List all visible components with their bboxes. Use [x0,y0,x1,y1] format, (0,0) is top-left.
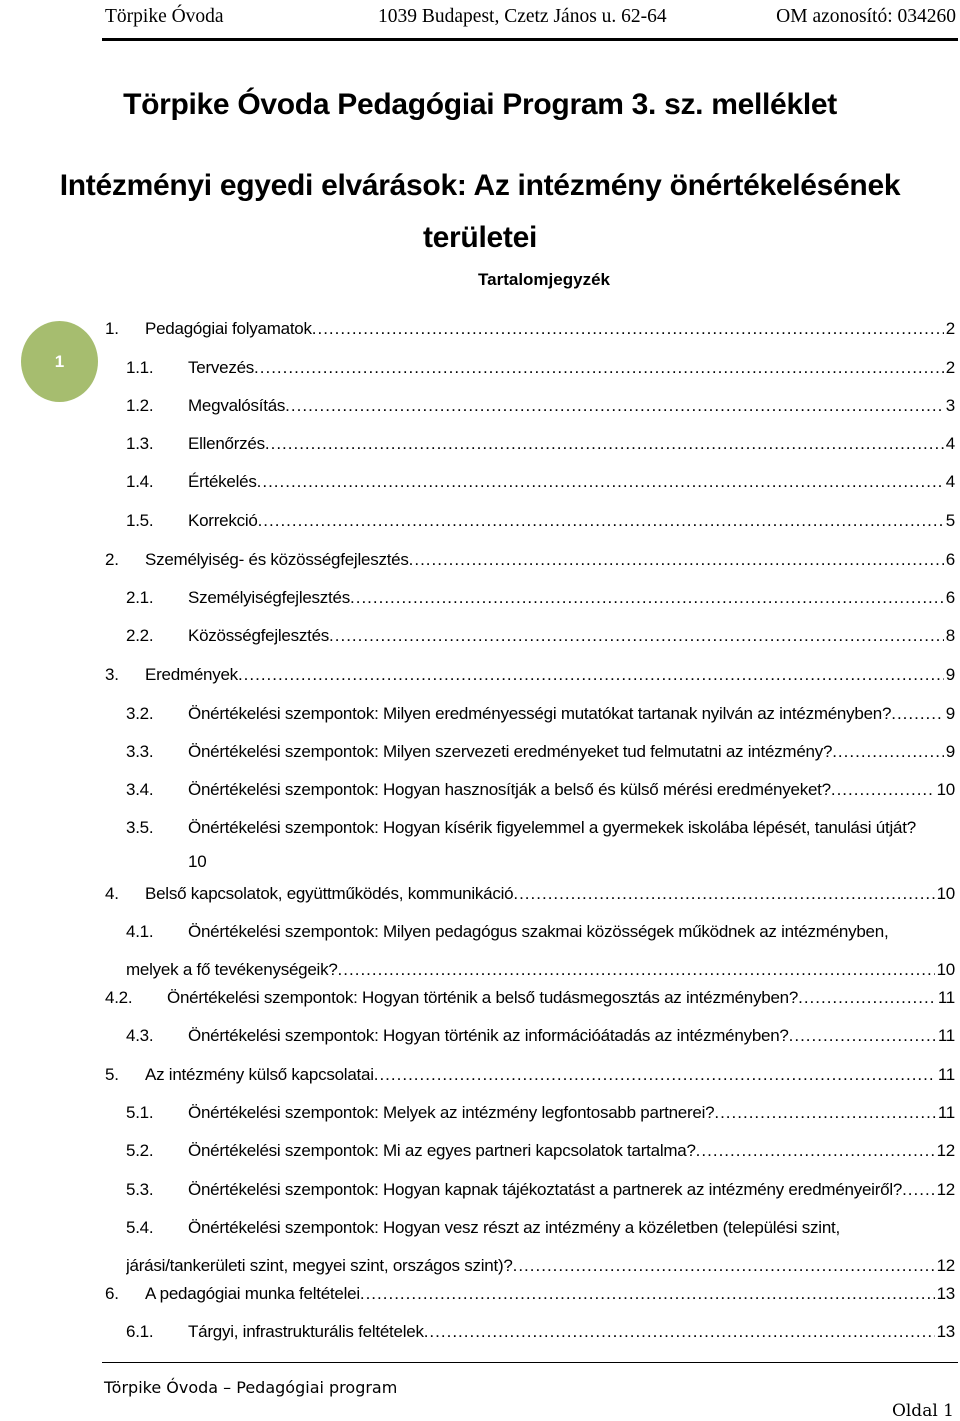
toc-entry-number: 5.3. [126,1180,154,1199]
toc-leader-dots [257,468,944,496]
toc-entry[interactable] [126,1176,955,1204]
toc-entry-title: Önértékelési szempontok: Hogyan történik a belső tudásmegosztás az intézményben? [167,988,799,1007]
toc-entry[interactable] [126,507,955,535]
subtitle-line-2: területei [422,221,537,254]
toc-entry[interactable] [105,315,955,343]
toc-entry-page: 6 [945,588,955,607]
toc-entry-number: 1.4. [126,472,154,491]
toc-entry-title: Az intézmény külső kapcsolatai [145,1065,374,1084]
toc-leader-dots [329,622,944,650]
toc-entry-title: Önértékelési szempontok: Hogyan kísérik figyelemmel a gyermekek iskolába lépését, tanulási útját? [188,818,916,837]
toc-leader-dots [714,1099,935,1127]
toc-entry-number: 3.4. [126,780,154,799]
toc-leader-dots [513,1252,935,1280]
toc-entry-title: Közösségfejlesztés [188,626,330,645]
toc-entry-title: Pedagógiai folyamatok [145,319,312,338]
toc-entry-page: 13 [936,1284,955,1303]
toc-entry-title-continued: járási/tankerületi szint, megyei szint, országos szint)? [126,1256,513,1275]
toc-entry-number: 3.2. [126,704,154,723]
toc-entry-page: 10 [936,884,955,903]
toc-leader-dots [374,1061,936,1089]
toc-entry-title: Megvalósítás [188,396,286,415]
toc-entry[interactable] [126,1022,955,1050]
toc-entry-number: 1.1. [126,358,154,377]
toc-entry[interactable] [126,700,955,728]
footer-divider [102,1362,958,1363]
toc-entry[interactable] [105,661,955,689]
toc-entry[interactable] [126,918,955,984]
toc-entry-page: 10 [188,852,207,871]
toc-entry-page: 11 [937,1026,955,1045]
toc-entry-number: 2. [105,550,119,569]
toc-entry-title: Önértékelési szempontok: Milyen pedagógus szakmai közösségek működnek az intézményben, [188,922,889,941]
header-institution-name: Törpike Óvoda [105,6,224,27]
toc-entry-title: Értékelés [188,472,257,491]
toc-entry-page: 2 [945,358,955,377]
page-number-badge: 1 [21,321,98,402]
toc-entry-number: 5. [105,1065,119,1084]
toc-entry-title: Tervezés [188,358,255,377]
toc-entry-page: 11 [937,1103,955,1122]
toc-entry-number: 6.1. [126,1322,154,1341]
toc-entry-title: A pedagógiai munka feltételei [145,1284,360,1303]
toc-entry-title: Önértékelési szempontok: Hogyan hasznosítják a belső és külső mérési eredményeket? [188,780,831,799]
toc-entry-number: 1.2. [126,396,154,415]
toc-entry-number: 1.5. [126,511,154,530]
toc-entry-page: 10 [936,780,955,799]
toc-leader-dots [265,430,944,458]
toc-entry[interactable] [126,622,955,650]
toc-entry-page: 9 [945,742,955,761]
toc-leader-dots [831,776,935,804]
toc-leader-dots [258,507,944,535]
toc-leader-dots [238,661,944,689]
toc-entry-number: 1.3. [126,434,154,453]
toc-leader-dots [696,1137,935,1165]
toc-entry-number: 5.1. [126,1103,154,1122]
toc-leader-dots [338,956,935,984]
toc-entry-number: 3.3. [126,742,154,761]
toc-entry[interactable] [126,392,955,420]
toc-entry-number: 4. [105,884,119,903]
toc-entry-title: Önértékelési szempontok: Milyen eredményességi mutatókat tartanak nyilván az intézményben? [188,704,892,723]
toc-entry[interactable] [105,1061,955,1089]
toc-entry-title: Személyiségfejlesztés [188,588,350,607]
toc-entry-number: 3. [105,665,119,684]
toc-entry-title: Önértékelési szempontok: Milyen szervezeti eredményeket tud felmutatni az intézmény? [188,742,833,761]
toc-entry[interactable] [126,468,955,496]
toc-entry[interactable] [126,584,955,612]
toc-leader-dots [312,315,944,343]
toc-entry-page: 12 [936,1256,955,1275]
toc-entry[interactable] [126,1099,955,1127]
toc-leader-dots [424,1318,935,1346]
toc-entry[interactable] [126,776,955,804]
toc-entry-page: 6 [945,550,955,569]
toc-entry-page: 13 [936,1322,955,1341]
toc-entry-title-continued: melyek a fő tevékenységeik? [126,960,338,979]
toc-entry-page: 11 [937,1065,955,1084]
toc-entry-page: 4 [945,472,955,491]
toc-entry-title: Eredmények [145,665,238,684]
toc-heading: Tartalomjegyzék [478,270,610,289]
toc-entry-title: Korrekció [188,511,258,530]
toc-entry-page: 3 [945,396,955,415]
footer-page-number: Oldal 1 [891,1401,954,1421]
toc-leader-dots [832,738,944,766]
toc-entry-number: 6. [105,1284,119,1303]
toc-leader-dots [798,984,936,1012]
toc-entry-page: 4 [945,434,955,453]
toc-entry[interactable] [126,814,955,876]
subtitle-line-1: Intézményi egyedi elvárások: Az intézmény önértékelésének [59,169,901,202]
toc-leader-dots [409,546,944,574]
toc-entry-number: 1. [105,319,119,338]
toc-entry-number: 4.3. [126,1026,154,1045]
toc-entry-title: Önértékelési szempontok: Hogyan vesz részt az intézmény a közéletben (települési szint, [188,1218,840,1237]
toc-entry-number: 5.4. [126,1218,154,1237]
toc-leader-dots [789,1022,936,1050]
toc-entry[interactable] [105,1280,955,1308]
footer-document-name: Törpike Óvoda – Pedagógiai program [104,1378,398,1397]
toc-entry[interactable] [126,738,955,766]
toc-entry-page: 11 [937,988,955,1007]
toc-entry-title: Önértékelési szempontok: Hogyan történik az információátadás az intézményben? [188,1026,789,1045]
toc-entry-page: 9 [945,665,955,684]
toc-entry-number: 2.1. [126,588,154,607]
toc-leader-dots [902,1176,935,1204]
toc-entry-title: Önértékelési szempontok: Hogyan kapnak tájékoztatást a partnerek az intézmény eredményeiről? [188,1180,903,1199]
toc-entry-title: Önértékelési szempontok: Melyek az intézmény legfontosabb partnerei? [188,1103,715,1122]
toc-leader-dots [350,584,944,612]
toc-entry[interactable] [126,430,955,458]
toc-entry-page: 12 [936,1180,955,1199]
toc-entry-page: 10 [936,960,955,979]
document-title: Törpike Óvoda Pedagógiai Program 3. sz. melléklet [123,88,837,121]
toc-leader-dots [891,700,944,728]
toc-entry[interactable] [105,880,955,908]
header-om-id: OM azonosító: 034260 [776,6,956,27]
toc-entry[interactable] [105,546,955,574]
toc-entry-number: 4.2. [105,988,133,1007]
toc-entry-number: 3.5. [126,818,154,837]
toc-entry[interactable] [126,1214,955,1280]
toc-entry-page: 5 [945,511,955,530]
toc-entry-number: 4.1. [126,922,154,941]
toc-entry-number: 5.2. [126,1141,154,1160]
toc-entry-title: Személyiség- és közösségfejlesztés [145,550,409,569]
toc-entry-title: Belső kapcsolatok, együttműködés, kommunikáció [145,884,514,903]
toc-leader-dots [254,354,944,382]
header-address: 1039 Budapest, Czetz János u. 62-64 [378,6,667,27]
toc-entry-page: 8 [945,626,955,645]
toc-entry-title: Önértékelési szempontok: Mi az egyes partneri kapcsolatok tartalma? [188,1141,696,1160]
toc-entry-title: Ellenőrzés [188,434,265,453]
toc-entry[interactable] [126,1137,955,1165]
toc-leader-dots [360,1280,935,1308]
toc-entry-page: 9 [945,704,955,723]
toc-entry-number: 2.2. [126,626,154,645]
toc-entry-page: 2 [945,319,955,338]
toc-entry-page: 12 [936,1141,955,1160]
toc-entry[interactable] [105,984,955,1012]
toc-entry[interactable] [126,1318,955,1346]
toc-entry-title: Tárgyi, infrastrukturális feltételek [188,1322,424,1341]
toc-leader-dots [285,392,944,420]
toc-entry[interactable] [126,354,955,382]
toc-leader-dots [513,880,934,908]
